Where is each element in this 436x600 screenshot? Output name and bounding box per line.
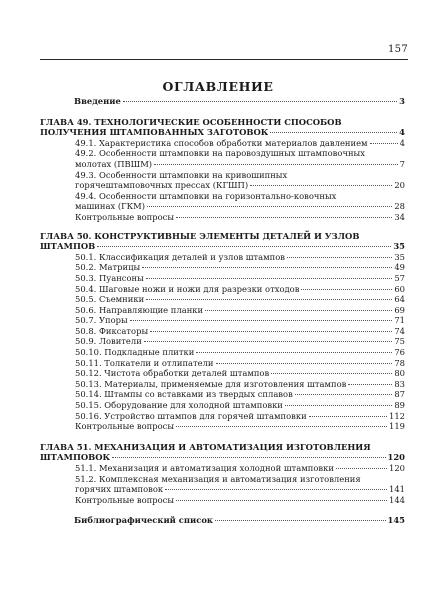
toc-entry-intro: Введение 3: [74, 96, 405, 106]
toc-entry-50-11: 50.11. Толкатели и отлипатели 78: [75, 357, 405, 368]
toc-entry-51-questions: Контрольные вопросы 144: [75, 494, 405, 505]
toc-entry-49-2: 49.2. Особенности штамповки на паровоздушных штамповочных: [75, 148, 365, 159]
chapter-50-title-line2: ШТАМПОВ 35: [40, 241, 405, 252]
toc-entry-51-1: 51.1. Механизация и автоматизация холодной штамповки 120: [75, 463, 405, 473]
toc-entry-49-2-line2: молотах (ПВШМ) 7: [75, 158, 405, 169]
chapter-49-title: ГЛАВА 49. ТЕХНОЛОГИЧЕСКИЕ ОСОБЕННОСТИ СПОСОБОВ: [40, 116, 342, 127]
toc-entry-50-4: 50.4. Шаговые ножи и ножи для разрезки отходов 60: [75, 283, 405, 294]
toc-entry-51-2: 51.2. Комплексная механизация и автоматизация изготовления: [75, 473, 361, 484]
chapter-51-title: ГЛАВА 51. МЕХАНИЗАЦИЯ И АВТОМАТИЗАЦИЯ ИЗГОТОВЛЕНИЯ: [40, 441, 371, 452]
toc-entry-51-2-line2: горячих штамповок 141: [75, 484, 405, 495]
header-rule: [40, 59, 408, 60]
toc-entry-50-3: 50.3. Пуансоны 57: [75, 272, 405, 283]
toc-entry-50-2: 50.2. Матрицы 49: [75, 262, 405, 273]
toc-entry-50-7: 50.7. Упоры 71: [75, 315, 405, 326]
toc-entry-50-10: 50.10. Подкладные плитки 76: [75, 347, 405, 358]
page-number: 157: [388, 44, 408, 55]
chapter-51-title-line2: ШТАМПОВОК 120: [40, 452, 405, 463]
toc-entry-50-14: 50.14. Штампы со вставками из твердых сплавов 87: [75, 389, 405, 400]
toc-entry-49-questions: Контрольные вопросы 34: [75, 211, 405, 222]
toc-entry-50-13: 50.13. Материалы, применяемые для изготовления штампов 83: [75, 378, 405, 389]
toc-entry-49-3-line2: горячештамповочных прессах (КГШП) 20: [75, 180, 405, 191]
toc-entry-50-5: 50.5. Съемники 64: [75, 294, 405, 305]
chapter-50-title: ГЛАВА 50. КОНСТРУКТИВНЫЕ ЭЛЕМЕНТЫ ДЕТАЛЕЙ И УЗЛОВ: [40, 230, 360, 241]
toc-entry-49-4-line2: машинах (ГКМ) 28: [75, 201, 405, 212]
toc-entry-50-questions: Контрольные вопросы 119: [75, 421, 405, 432]
toc-entry-49-4: 49.4. Особенности штамповки на горизонтально-ковочных: [75, 190, 337, 201]
toc-entry-50-15: 50.15. Оборудование для холодной штамповки 89: [75, 400, 405, 411]
toc-entry-bibliography: Библиографический список 145: [74, 515, 405, 526]
toc-heading: ОГЛАВЛЕНИЕ: [162, 79, 274, 94]
table-of-contents: [40, 96, 405, 526]
toc-entry-50-1: 50.1. Классификация деталей и узлов штампов 35: [75, 251, 405, 262]
toc-entry-49-1: 49.1. Характеристика способов обработки материалов давлением 4: [75, 137, 405, 148]
toc-entry-50-16: 50.16. Устройство штампов для горячей штамповки 112: [75, 410, 405, 421]
toc-entry-50-12: 50.12. Чистота обработки деталей штампов 80: [75, 368, 405, 379]
toc-entry-50-8: 50.8. Фиксаторы 74: [75, 325, 405, 336]
toc-entry-49-3: 49.3. Особенности штамповки на кривошипных: [75, 169, 288, 180]
toc-entry-50-6: 50.6. Направляющие планки 69: [75, 304, 405, 315]
toc-entry-50-9: 50.9. Ловители 75: [75, 336, 405, 347]
chapter-49-title-line2: ПОЛУЧЕНИЯ ШТАМПОВАННЫХ ЗАГОТОВОК 4: [40, 127, 405, 138]
